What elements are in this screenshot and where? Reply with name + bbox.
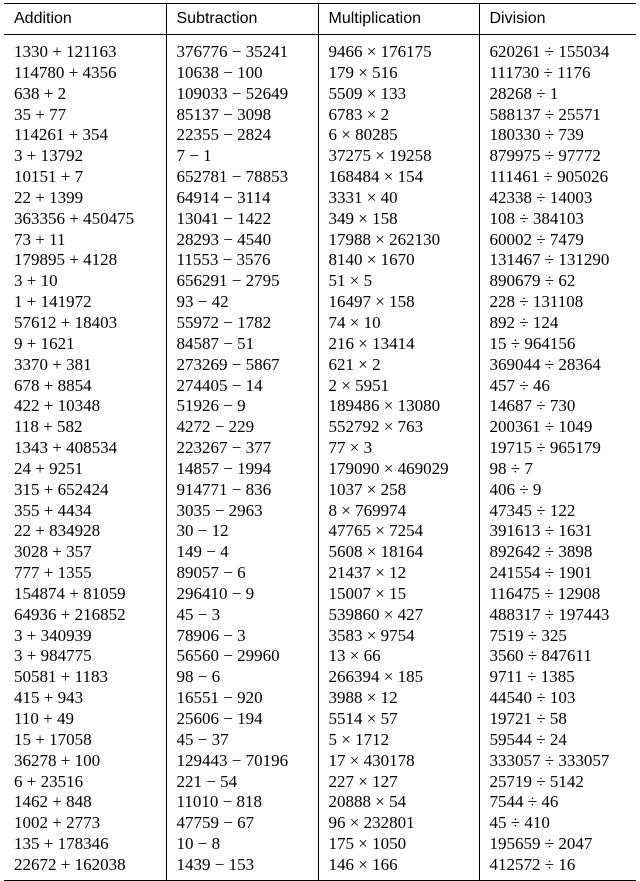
addition-cell: 1330 + 121163 [14, 42, 117, 61]
addition-cell: 22 + 834928 [14, 521, 101, 541]
subtraction-cell: 30 − 12 [166, 521, 318, 542]
subtraction-cell: 376776 − 35241 [166, 35, 318, 63]
division-cell: 45 ÷ 410 [479, 813, 636, 834]
addition-cell: 22672 + 162038 [14, 854, 126, 874]
subtraction-cell: 656291 − 2795 [166, 271, 318, 292]
subtraction-cell: 10638 − 100 [166, 63, 318, 84]
division-cell: 111461 ÷ 905026 [479, 167, 636, 188]
subtraction-cell: 11553 − 3576 [166, 250, 318, 271]
division-cell: 488317 ÷ 197443 [479, 605, 636, 626]
subtraction-cell: 274405 − 14 [166, 376, 318, 397]
subtraction-cell: 16551 − 920 [166, 688, 318, 709]
multiplication-cell: 6783 × 2 [318, 105, 479, 126]
header-addition: Addition [14, 10, 72, 27]
table-row [4, 792, 636, 813]
table-row [4, 584, 636, 605]
subtraction-cell: 45 − 37 [166, 730, 318, 751]
subtraction-cell: 652781 − 78853 [166, 167, 318, 188]
multiplication-cell: 266394 × 185 [318, 667, 479, 688]
multiplication-cell: 77 × 3 [318, 438, 479, 459]
addition-cell: 415 + 943 [14, 688, 84, 708]
table-row [4, 376, 636, 397]
table-row [4, 209, 636, 230]
subtraction-cell: 22355 − 2824 [166, 125, 318, 146]
table-row [4, 480, 636, 501]
division-cell: 25719 ÷ 5142 [479, 772, 636, 793]
table-row [4, 84, 636, 105]
multiplication-cell: 21437 × 12 [318, 563, 479, 584]
addition-cell: 1 + 141972 [14, 292, 92, 312]
subtraction-cell: 47759 − 67 [166, 813, 318, 834]
division-cell: 180330 ÷ 739 [479, 125, 636, 146]
table-row [4, 521, 636, 542]
table-row [4, 542, 636, 563]
addition-cell: 422 + 10348 [14, 396, 101, 416]
table-row [4, 855, 636, 880]
multiplication-cell: 51 × 5 [318, 271, 479, 292]
multiplication-cell: 15007 × 15 [318, 584, 479, 605]
multiplication-cell: 3583 × 9754 [318, 626, 479, 647]
multiplication-cell: 1037 × 258 [318, 480, 479, 501]
table-row [4, 646, 636, 667]
division-cell: 59544 ÷ 24 [479, 730, 636, 751]
division-cell: 412572 ÷ 16 [479, 855, 636, 880]
division-cell: 47345 ÷ 122 [479, 501, 636, 522]
division-cell: 111730 ÷ 1176 [479, 63, 636, 84]
header-division: Division [479, 4, 636, 35]
subtraction-cell: 109033 − 52649 [166, 84, 318, 105]
division-cell: 98 ÷ 7 [479, 459, 636, 480]
arithmetic-table-container [4, 3, 636, 881]
multiplication-cell: 6 × 80285 [318, 125, 479, 146]
multiplication-cell: 146 × 166 [318, 855, 479, 880]
division-cell: 116475 ÷ 12908 [479, 584, 636, 605]
addition-cell: 638 + 2 [14, 83, 67, 103]
multiplication-cell: 552792 × 763 [318, 417, 479, 438]
subtraction-cell: 11010 − 818 [166, 792, 318, 813]
subtraction-cell: 28293 − 4540 [166, 230, 318, 251]
multiplication-cell: 3988 × 12 [318, 688, 479, 709]
header-row [4, 4, 636, 35]
subtraction-cell: 4272 − 229 [166, 417, 318, 438]
subtraction-cell: 45 − 3 [166, 605, 318, 626]
table-row [4, 292, 636, 313]
multiplication-cell: 9466 × 176175 [318, 35, 479, 63]
table-row [4, 313, 636, 334]
multiplication-cell: 16497 × 158 [318, 292, 479, 313]
multiplication-cell: 5608 × 18164 [318, 542, 479, 563]
table-row [4, 438, 636, 459]
subtraction-cell: 221 − 54 [166, 772, 318, 793]
table-row [4, 563, 636, 584]
subtraction-cell: 56560 − 29960 [166, 646, 318, 667]
addition-cell: 3028 + 357 [14, 542, 92, 562]
addition-cell: 135 + 178346 [14, 834, 109, 854]
addition-cell: 50581 + 1183 [14, 667, 108, 687]
addition-cell: 36278 + 100 [14, 750, 101, 770]
division-cell: 19721 ÷ 58 [479, 709, 636, 730]
table-row [4, 834, 636, 855]
subtraction-cell: 78906 − 3 [166, 626, 318, 647]
division-cell: 892 ÷ 124 [479, 313, 636, 334]
addition-cell: 57612 + 18403 [14, 312, 118, 332]
addition-cell: 315 + 652424 [14, 479, 109, 499]
multiplication-cell: 349 × 158 [318, 209, 479, 230]
table-row [4, 125, 636, 146]
table-row [4, 417, 636, 438]
table-row [4, 751, 636, 772]
multiplication-cell: 3331 × 40 [318, 188, 479, 209]
multiplication-cell: 20888 × 54 [318, 792, 479, 813]
division-cell: 890679 ÷ 62 [479, 271, 636, 292]
multiplication-cell: 17988 × 262130 [318, 230, 479, 251]
addition-cell: 10151 + 7 [14, 167, 84, 187]
arithmetic-table [4, 3, 636, 881]
addition-cell: 73 + 11 [14, 229, 66, 249]
table-row [4, 688, 636, 709]
multiplication-cell: 74 × 10 [318, 313, 479, 334]
addition-cell: 154874 + 81059 [14, 583, 126, 603]
table-row [4, 355, 636, 376]
table-row [4, 667, 636, 688]
subtraction-cell: 296410 − 9 [166, 584, 318, 605]
subtraction-cell: 55972 − 1782 [166, 313, 318, 334]
subtraction-cell: 84587 − 51 [166, 334, 318, 355]
division-cell: 457 ÷ 46 [479, 376, 636, 397]
addition-cell: 363356 + 450475 [14, 208, 135, 228]
division-cell: 195659 ÷ 2047 [479, 834, 636, 855]
table-row [4, 730, 636, 751]
multiplication-cell: 216 × 13414 [318, 334, 479, 355]
table-row [4, 501, 636, 522]
addition-cell: 35 + 77 [14, 104, 67, 124]
table-row [4, 146, 636, 167]
subtraction-cell: 25606 − 194 [166, 709, 318, 730]
multiplication-cell: 179 × 516 [318, 63, 479, 84]
multiplication-cell: 179090 × 469029 [318, 459, 479, 480]
table-row [4, 167, 636, 188]
table-row [4, 63, 636, 84]
subtraction-cell: 85137 − 3098 [166, 105, 318, 126]
multiplication-cell: 8140 × 1670 [318, 250, 479, 271]
addition-cell: 118 + 582 [14, 417, 83, 437]
addition-cell: 1343 + 408534 [14, 438, 118, 458]
subtraction-cell: 129443 − 70196 [166, 751, 318, 772]
subtraction-cell: 51926 − 9 [166, 396, 318, 417]
subtraction-cell: 3035 − 2963 [166, 501, 318, 522]
table-row [4, 626, 636, 647]
division-cell: 228 ÷ 131108 [479, 292, 636, 313]
division-cell: 42338 ÷ 14003 [479, 188, 636, 209]
table-row [4, 709, 636, 730]
multiplication-cell: 5509 × 133 [318, 84, 479, 105]
table-row [4, 35, 636, 63]
subtraction-cell: 89057 − 6 [166, 563, 318, 584]
subtraction-cell: 14857 − 1994 [166, 459, 318, 480]
addition-cell: 179895 + 4128 [14, 250, 118, 270]
addition-cell: 3370 + 381 [14, 354, 92, 374]
subtraction-cell: 93 − 42 [166, 292, 318, 313]
addition-cell: 1462 + 848 [14, 792, 92, 812]
division-cell: 60002 ÷ 7479 [479, 230, 636, 251]
division-cell: 406 ÷ 9 [479, 480, 636, 501]
addition-cell: 3 + 984775 [14, 646, 92, 666]
table-row [4, 334, 636, 355]
multiplication-cell: 47765 × 7254 [318, 521, 479, 542]
division-cell: 44540 ÷ 103 [479, 688, 636, 709]
multiplication-cell: 2 × 5951 [318, 376, 479, 397]
addition-cell: 9 + 1621 [14, 333, 75, 353]
division-cell: 19715 ÷ 965179 [479, 438, 636, 459]
subtraction-cell: 10 − 8 [166, 834, 318, 855]
multiplication-cell: 37275 × 19258 [318, 146, 479, 167]
multiplication-cell: 621 × 2 [318, 355, 479, 376]
table-row [4, 188, 636, 209]
table-row [4, 230, 636, 251]
subtraction-cell: 149 − 4 [166, 542, 318, 563]
multiplication-cell: 168484 × 154 [318, 167, 479, 188]
multiplication-cell: 17 × 430178 [318, 751, 479, 772]
subtraction-cell: 914771 − 836 [166, 480, 318, 501]
subtraction-cell: 223267 − 377 [166, 438, 318, 459]
division-cell: 131467 ÷ 131290 [479, 250, 636, 271]
multiplication-cell: 5514 × 57 [318, 709, 479, 730]
table-row [4, 271, 636, 292]
multiplication-cell: 13 × 66 [318, 646, 479, 667]
addition-cell: 6 + 23516 [14, 771, 84, 791]
division-cell: 108 ÷ 384103 [479, 209, 636, 230]
division-cell: 391613 ÷ 1631 [479, 521, 636, 542]
subtraction-cell: 64914 − 3114 [166, 188, 318, 209]
addition-cell: 110 + 49 [14, 709, 74, 728]
table-row [4, 250, 636, 271]
addition-cell: 24 + 9251 [14, 458, 84, 478]
division-cell: 620261 ÷ 155034 [479, 35, 636, 63]
subtraction-cell: 273269 − 5867 [166, 355, 318, 376]
addition-cell: 3 + 10 [14, 271, 58, 291]
multiplication-cell: 227 × 127 [318, 772, 479, 793]
division-cell: 28268 ÷ 1 [479, 84, 636, 105]
addition-cell: 15 + 17058 [14, 729, 92, 749]
addition-cell: 3 + 13792 [14, 146, 84, 166]
subtraction-cell: 13041 − 1422 [166, 209, 318, 230]
division-cell: 200361 ÷ 1049 [479, 417, 636, 438]
table-row [4, 605, 636, 626]
division-cell: 7544 ÷ 46 [479, 792, 636, 813]
division-cell: 333057 ÷ 333057 [479, 751, 636, 772]
multiplication-cell: 8 × 769974 [318, 501, 479, 522]
division-cell: 588137 ÷ 25571 [479, 105, 636, 126]
multiplication-cell: 96 × 232801 [318, 813, 479, 834]
addition-cell: 64936 + 216852 [14, 604, 126, 624]
table-row [4, 772, 636, 793]
division-cell: 3560 ÷ 847611 [479, 646, 636, 667]
addition-cell: 114261 + 354 [14, 125, 108, 145]
subtraction-cell: 98 − 6 [166, 667, 318, 688]
subtraction-cell: 7 − 1 [166, 146, 318, 167]
division-cell: 15 ÷ 964156 [479, 334, 636, 355]
division-cell: 879975 ÷ 97772 [479, 146, 636, 167]
addition-cell: 355 + 4434 [14, 500, 92, 520]
multiplication-cell: 5 × 1712 [318, 730, 479, 751]
division-cell: 369044 ÷ 28364 [479, 355, 636, 376]
table-row [4, 459, 636, 480]
division-cell: 7519 ÷ 325 [479, 626, 636, 647]
table-row [4, 813, 636, 834]
header-subtraction: Subtraction [166, 4, 318, 35]
addition-cell: 3 + 340939 [14, 625, 92, 645]
multiplication-cell: 175 × 1050 [318, 834, 479, 855]
division-cell: 9711 ÷ 1385 [479, 667, 636, 688]
addition-cell: 777 + 1355 [14, 563, 92, 583]
header-multiplication: Multiplication [318, 4, 479, 35]
multiplication-cell: 189486 × 13080 [318, 396, 479, 417]
addition-cell: 1002 + 2773 [14, 813, 101, 833]
table-body [4, 35, 636, 881]
division-cell: 892642 ÷ 3898 [479, 542, 636, 563]
addition-cell: 22 + 1399 [14, 187, 84, 207]
division-cell: 241554 ÷ 1901 [479, 563, 636, 584]
multiplication-cell: 539860 × 427 [318, 605, 479, 626]
division-cell: 14687 ÷ 730 [479, 396, 636, 417]
subtraction-cell: 1439 − 153 [166, 855, 318, 880]
addition-cell: 678 + 8854 [14, 375, 92, 395]
table-row [4, 105, 636, 126]
addition-cell: 114780 + 4356 [14, 62, 117, 82]
table-row [4, 396, 636, 417]
